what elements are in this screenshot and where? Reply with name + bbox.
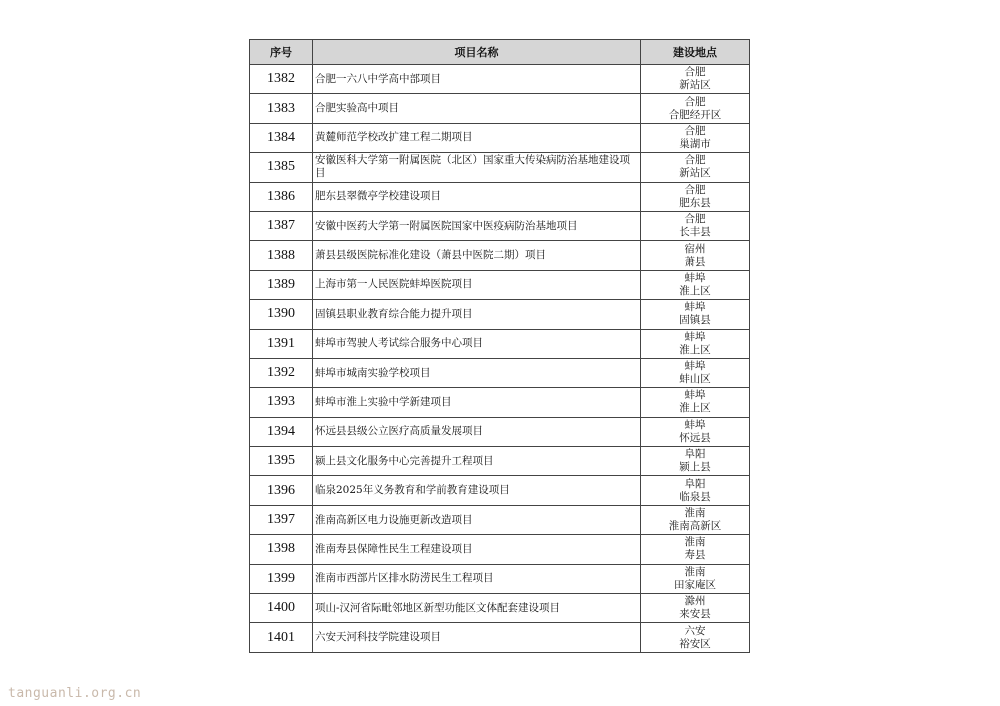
location-cell	[641, 270, 750, 299]
project-name-cell: 萧县县级医院标准化建设（萧县中医院二期）项目	[313, 241, 641, 270]
serial-number-cell: 1388	[250, 241, 313, 270]
location-city: 合肥	[684, 124, 706, 137]
location-district: 淮南高新区	[668, 520, 722, 533]
table-row	[250, 211, 750, 240]
location-district: 裕安区	[679, 637, 711, 650]
serial-number-cell: 1395	[250, 447, 313, 476]
location-cell	[641, 65, 750, 94]
location-cell	[641, 505, 750, 534]
project-name-cell: 合肥一六八中学高中部项目	[313, 65, 641, 94]
serial-number-cell: 1387	[250, 211, 313, 240]
location-city: 蚌埠	[684, 301, 706, 314]
serial-number-cell: 1394	[250, 417, 313, 446]
location-city: 六安	[684, 624, 706, 637]
table-header	[250, 40, 750, 65]
project-table-sheet	[249, 39, 749, 653]
table-row	[250, 505, 750, 534]
project-name-cell: 项山-汉河省际毗邻地区新型功能区文体配套建设项目	[313, 594, 641, 623]
watermark-text: tanguanli.org.cn	[8, 686, 142, 701]
project-name-cell: 黄麓师范学校改扩建工程二期项目	[313, 123, 641, 152]
location-city: 蚌埠	[684, 271, 706, 284]
location-cell	[641, 388, 750, 417]
location-city: 合肥	[684, 95, 706, 108]
location-cell	[641, 94, 750, 123]
location-district: 肥东县	[679, 196, 711, 209]
serial-number-cell: 1392	[250, 358, 313, 387]
project-name-cell: 淮南寿县保障性民生工程建设项目	[313, 535, 641, 564]
project-name-cell: 合肥实验高中项目	[313, 94, 641, 123]
location-cell	[641, 564, 750, 593]
location-city: 淮南	[684, 565, 706, 578]
serial-number-cell: 1390	[250, 300, 313, 329]
location-cell	[641, 594, 750, 623]
location-cell	[641, 535, 750, 564]
serial-number-cell: 1400	[250, 594, 313, 623]
location-city: 宿州	[684, 242, 706, 255]
location-district: 新站区	[679, 167, 711, 180]
location-city: 阜阳	[684, 448, 706, 461]
table-row	[250, 300, 750, 329]
table-row	[250, 358, 750, 387]
project-name-cell: 上海市第一人民医院蚌埠医院项目	[313, 270, 641, 299]
table-row	[250, 388, 750, 417]
location-district: 淮上区	[679, 402, 711, 415]
location-city: 滁州	[684, 595, 706, 608]
location-city: 合肥	[684, 154, 706, 167]
serial-number-cell: 1391	[250, 329, 313, 358]
table-row	[250, 476, 750, 505]
project-name-cell: 蚌埠市城南实验学校项目	[313, 358, 641, 387]
serial-number-cell: 1383	[250, 94, 313, 123]
serial-number-cell: 1398	[250, 535, 313, 564]
table-body	[250, 65, 750, 653]
table-row	[250, 153, 750, 182]
location-cell	[641, 358, 750, 387]
location-city: 蚌埠	[684, 330, 706, 343]
project-name-cell: 怀远县县级公立医疗高质量发展项目	[313, 417, 641, 446]
serial-number-cell: 1385	[250, 153, 313, 182]
location-district: 临泉县	[679, 490, 711, 503]
table-row	[250, 594, 750, 623]
table-row	[250, 623, 750, 652]
location-cell	[641, 123, 750, 152]
location-district: 新站区	[679, 79, 711, 92]
location-cell	[641, 300, 750, 329]
project-name-cell: 六安天河科技学院建设项目	[313, 623, 641, 652]
location-city: 合肥	[684, 183, 706, 196]
project-table	[249, 39, 750, 653]
table-row	[250, 329, 750, 358]
location-city: 合肥	[684, 213, 706, 226]
serial-number-cell: 1393	[250, 388, 313, 417]
location-district: 固镇县	[679, 314, 711, 327]
project-name-cell: 肥东县翠微亭学校建设项目	[313, 182, 641, 211]
project-name-cell: 安徽中医药大学第一附属医院国家中医疫病防治基地项目	[313, 211, 641, 240]
project-name-cell: 临泉2025年义务教育和学前教育建设项目	[313, 476, 641, 505]
location-city: 蚌埠	[684, 360, 706, 373]
table-row	[250, 241, 750, 270]
location-city: 蚌埠	[684, 418, 706, 431]
table-row	[250, 182, 750, 211]
table-row	[250, 123, 750, 152]
serial-number-cell: 1401	[250, 623, 313, 652]
location-cell	[641, 476, 750, 505]
location-cell	[641, 623, 750, 652]
location-district: 颍上县	[679, 461, 711, 474]
location-district: 田家庵区	[674, 578, 716, 591]
header-project-name: 项目名称	[313, 40, 641, 65]
location-district: 寿县	[684, 549, 706, 562]
location-city: 阜阳	[684, 477, 706, 490]
table-row	[250, 564, 750, 593]
location-city: 淮南	[684, 507, 706, 520]
location-cell	[641, 153, 750, 182]
location-district: 怀远县	[679, 431, 711, 444]
location-district: 淮上区	[679, 343, 711, 356]
project-name-cell: 淮南高新区电力设施更新改造项目	[313, 505, 641, 534]
location-district: 来安县	[679, 608, 711, 621]
location-cell	[641, 241, 750, 270]
project-name-cell: 淮南市西部片区排水防涝民生工程项目	[313, 564, 641, 593]
location-cell	[641, 417, 750, 446]
location-city: 蚌埠	[684, 389, 706, 402]
location-district: 萧县	[684, 255, 706, 268]
table-row	[250, 447, 750, 476]
table-row	[250, 65, 750, 94]
project-name-cell: 固镇县职业教育综合能力提升项目	[313, 300, 641, 329]
location-cell	[641, 447, 750, 476]
serial-number-cell: 1384	[250, 123, 313, 152]
header-serial-number: 序号	[250, 40, 313, 65]
location-cell	[641, 329, 750, 358]
table-row	[250, 94, 750, 123]
location-district: 长丰县	[679, 226, 711, 239]
location-district: 合肥经开区	[668, 108, 722, 121]
location-district: 淮上区	[679, 284, 711, 297]
serial-number-cell: 1389	[250, 270, 313, 299]
location-district: 巢湖市	[679, 137, 711, 150]
project-name-cell: 安徽医科大学第一附属医院（北区）国家重大传染病防治基地建设项目	[313, 153, 641, 182]
serial-number-cell: 1382	[250, 65, 313, 94]
serial-number-cell: 1399	[250, 564, 313, 593]
serial-number-cell: 1396	[250, 476, 313, 505]
table-row	[250, 270, 750, 299]
location-cell	[641, 182, 750, 211]
project-name-cell: 颍上县文化服务中心完善提升工程项目	[313, 447, 641, 476]
location-city: 合肥	[684, 66, 706, 79]
project-name-cell: 蚌埠市驾驶人考试综合服务中心项目	[313, 329, 641, 358]
serial-number-cell: 1397	[250, 505, 313, 534]
location-cell	[641, 211, 750, 240]
location-district: 蚌山区	[679, 373, 711, 386]
table-row	[250, 535, 750, 564]
table-row	[250, 417, 750, 446]
header-location: 建设地点	[641, 40, 750, 65]
location-city: 淮南	[684, 536, 706, 549]
serial-number-cell: 1386	[250, 182, 313, 211]
project-name-cell: 蚌埠市淮上实验中学新建项目	[313, 388, 641, 417]
